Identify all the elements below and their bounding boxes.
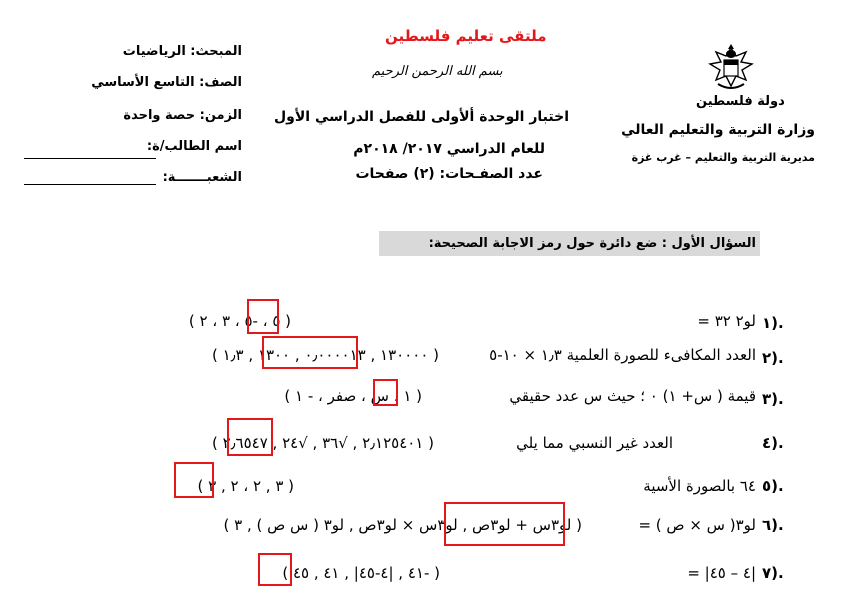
palestine-emblem-icon <box>708 42 754 90</box>
academic-year: للعام الدراسي ٢٠١٧/ ٢٠١٨م <box>353 141 545 157</box>
time-label: الزمن: حصة واحدة <box>123 108 242 123</box>
item-number: ٥). <box>762 477 784 495</box>
question-title: السؤال الأول : ضع دائرة حول رمز الاجابة الصحيحة: <box>379 231 760 256</box>
basmala: بسم الله الرحمن الرحيم <box>372 64 503 79</box>
student-name-label: اسم الطالب/ة: <box>146 139 242 154</box>
item-choices: ( ٣ , ٢ ، ٢ , ٣ ) <box>197 477 294 495</box>
item-text: لو٣( س × ص ) = <box>638 516 756 534</box>
forum-title: ملتقى تعليم فلسطين <box>385 27 547 45</box>
answer-box <box>258 553 292 586</box>
item-number: ٢). <box>762 349 784 367</box>
exam-title: اختبار الوحدة ألأولى للفصل الدراسي الأول <box>274 109 569 125</box>
item-choices: ( ١ ، س ، صفر ، - ١ ) <box>284 387 422 405</box>
item-text: قيمة ( س+ ١) ٠ ؛ حيث س عدد حقيقي <box>509 387 756 405</box>
subject-label: المبحث: الرياضيات <box>122 44 242 59</box>
item-choices: ( ٥ ، -٥ ، ٣ ، ٢ ) <box>188 312 291 330</box>
item-choices: ( -٤١ , |٤-٤٥| , ٤١ , ٤٥ ) <box>282 564 440 582</box>
item-choices: ( ٢٫١٢٥٤٠١ , √٣٦ , √٢٤ , ٢٫٦٥٤٧ ) <box>212 434 434 452</box>
directorate-name: مديرية التربية والتعليم – غرب غزة <box>631 151 815 164</box>
item-number: ٣). <box>762 390 784 408</box>
answer-box <box>174 462 214 498</box>
item-text: |٤ – ٤٥| = <box>687 564 756 582</box>
section-line[interactable] <box>24 184 156 185</box>
section-label: الشعبـــــــة: <box>162 170 242 185</box>
item-text: ٦٤ بالصورة الأسية <box>643 477 756 495</box>
page-count: عدد الصفـحات: (٢) صفحات <box>355 166 543 182</box>
item-number: ١). <box>762 314 784 332</box>
item-choices: ( لو٣س + لو٣ص , لو٣س × لو٣ص , لو٣ ( س ص ) , ٣ ) <box>223 516 582 534</box>
answer-box <box>373 379 398 406</box>
item-number: ٤). <box>762 434 784 452</box>
item-text: العدد المكافىء للصورة العلمية ١٫٣ × ١٠-٥ <box>489 346 756 364</box>
answer-box <box>444 502 565 546</box>
item-choices: ( ١٣٠٠٠٠ , ٠٫٠٠٠٠١٣ , ١٣٠٠ , ١٫٣ ) <box>211 346 439 364</box>
student-name-line[interactable] <box>24 158 156 159</box>
state-name: دولة فلسطين <box>696 94 785 109</box>
answer-box <box>227 418 273 456</box>
grade-label: الصف: التاسع الأساسي <box>91 75 242 90</box>
answer-box <box>262 336 358 369</box>
item-text: لو٢ ٣٢ = <box>697 312 756 330</box>
ministry-name: وزارة التربية والتعليم العالي <box>621 122 815 138</box>
answer-box <box>247 299 279 334</box>
item-text: العدد غير النسبي مما يلي <box>516 434 673 452</box>
item-number: ٧). <box>762 564 784 582</box>
item-number: ٦). <box>762 516 784 534</box>
